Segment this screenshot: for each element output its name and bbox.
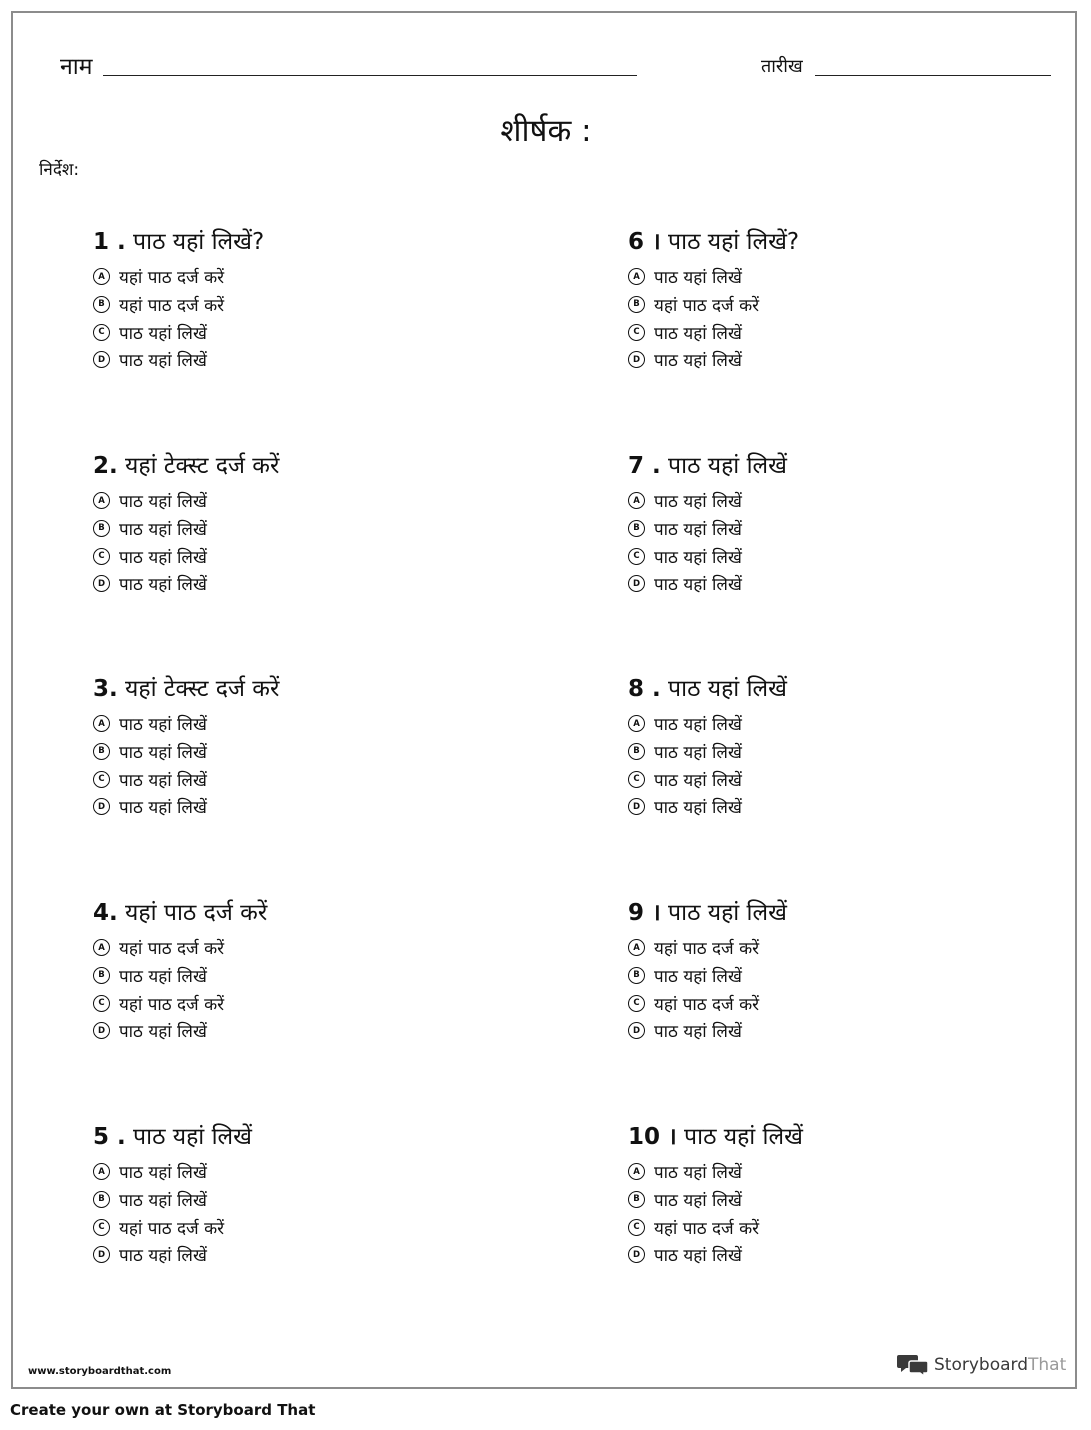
option-text: पाठ यहां लिखें [119, 967, 207, 988]
answer-option[interactable] [628, 934, 1058, 962]
option-text: पाठ यहां लिखें [119, 715, 207, 736]
answer-option[interactable] [93, 1158, 523, 1186]
option-text: पाठ यहां लिखें [654, 967, 742, 988]
question-text: पाठ यहां लिखें [660, 453, 787, 479]
answer-option[interactable] [93, 1213, 523, 1241]
option-letter-circle: C [93, 1219, 110, 1236]
answer-option[interactable] [628, 1241, 1058, 1269]
speech-bubbles-icon [897, 1353, 929, 1377]
option-text: यहां पाठ दर्ज करें [654, 296, 760, 317]
answer-option[interactable] [628, 542, 1058, 570]
question-block [93, 1120, 523, 1269]
option-text: पाठ यहां लिखें [119, 798, 207, 819]
option-letter-circle: A [628, 1163, 645, 1180]
question-heading [93, 672, 523, 710]
option-letter-circle: C [93, 995, 110, 1012]
option-letter-circle: A [93, 939, 110, 956]
option-letter-circle: A [628, 939, 645, 956]
option-letter-circle: C [93, 548, 110, 565]
question-block [628, 672, 1058, 821]
option-letter-circle: D [93, 351, 110, 368]
question-heading [628, 1120, 1058, 1158]
name-label: नाम [60, 54, 93, 80]
answer-option[interactable] [93, 1241, 523, 1269]
question-block [628, 225, 1058, 374]
question-text: यहां टेक्स्ट दर्ज करें [117, 453, 280, 479]
option-text: पाठ यहां लिखें [119, 351, 207, 372]
option-letter-circle: B [93, 1191, 110, 1208]
question-text: पाठ यहां लिखें [660, 676, 787, 702]
option-letter-circle: B [628, 967, 645, 984]
option-text: पाठ यहां लिखें [119, 492, 207, 513]
option-text: पाठ यहां लिखें [119, 575, 207, 596]
answer-option[interactable] [93, 570, 523, 598]
answer-option[interactable] [93, 291, 523, 319]
option-text: पाठ यहां लिखें [654, 715, 742, 736]
option-letter-circle: B [628, 743, 645, 760]
option-letter-circle: B [93, 967, 110, 984]
option-letter-circle: D [628, 1246, 645, 1263]
question-number: 1 . [93, 229, 126, 255]
question-number: 8 . [628, 676, 661, 702]
instructions-label: निर्देश: [39, 160, 80, 180]
option-letter-circle: B [93, 743, 110, 760]
option-text: पाठ यहां लिखें [654, 492, 742, 513]
date-label: तारीख [761, 56, 803, 77]
question-text: पाठ यहां लिखें [125, 1124, 252, 1150]
question-block [93, 896, 523, 1045]
option-text: पाठ यहां लिखें [654, 1246, 742, 1267]
answer-option[interactable] [93, 346, 523, 374]
option-text: पाठ यहां लिखें [654, 268, 742, 289]
option-letter-circle: C [628, 771, 645, 788]
answer-option[interactable] [93, 1017, 523, 1045]
answer-option[interactable] [628, 570, 1058, 598]
option-letter-circle: D [93, 575, 110, 592]
option-letter-circle: C [628, 995, 645, 1012]
answer-option[interactable] [628, 346, 1058, 374]
answer-option[interactable] [628, 263, 1058, 291]
answer-option[interactable] [93, 515, 523, 543]
option-text: यहां पाठ दर्ज करें [119, 268, 225, 289]
option-letter-circle: A [93, 268, 110, 285]
question-number: 7 . [628, 453, 661, 479]
option-text: पाठ यहां लिखें [119, 1022, 207, 1043]
option-text: यहां पाठ दर्ज करें [119, 939, 225, 960]
option-text: यहां पाठ दर्ज करें [119, 296, 225, 317]
footer-url: www.storyboardthat.com [28, 1366, 172, 1377]
option-text: पाठ यहां लिखें [119, 547, 207, 568]
question-text: यहां टेक्स्ट दर्ज करें [117, 676, 280, 702]
option-text: पाठ यहां लिखें [654, 575, 742, 596]
option-letter-circle: B [93, 520, 110, 537]
question-block [93, 225, 523, 374]
answer-option[interactable] [93, 793, 523, 821]
question-block [628, 1120, 1058, 1269]
worksheet-title: शीर्षक : [500, 113, 592, 149]
option-letter-circle: B [628, 520, 645, 537]
question-text: पाठ यहां लिखें? [660, 229, 800, 255]
option-text: पाठ यहां लिखें [119, 1191, 207, 1212]
answer-option[interactable] [628, 1213, 1058, 1241]
option-text: यहां पाठ दर्ज करें [654, 939, 760, 960]
answer-option[interactable] [93, 765, 523, 793]
brand-name [934, 1355, 1066, 1375]
option-text: पाठ यहां लिखें [654, 351, 742, 372]
answer-option[interactable] [628, 793, 1058, 821]
answer-option[interactable] [93, 710, 523, 738]
question-text: पाठ यहां लिखें [660, 900, 787, 926]
answer-option[interactable] [628, 515, 1058, 543]
answer-option[interactable] [93, 989, 523, 1017]
option-letter-circle: A [93, 715, 110, 732]
question-text: यहां पाठ दर्ज करें [117, 900, 268, 926]
question-number: 10 । [628, 1124, 677, 1150]
worksheet-page [11, 11, 1077, 1389]
question-text: पाठ यहां लिखें? [125, 229, 265, 255]
answer-option[interactable] [93, 263, 523, 291]
option-letter-circle: D [628, 1022, 645, 1039]
option-text: पाठ यहां लिखें [654, 1191, 742, 1212]
question-number: 5 . [93, 1124, 126, 1150]
question-heading [93, 896, 523, 934]
option-letter-circle: D [628, 798, 645, 815]
option-text: पाठ यहां लिखें [654, 798, 742, 819]
option-letter-circle: A [628, 268, 645, 285]
storyboardthat-logo [897, 1353, 1066, 1377]
option-text: पाठ यहां लिखें [119, 770, 207, 791]
option-letter-circle: D [93, 798, 110, 815]
option-letter-circle: A [93, 1163, 110, 1180]
answer-option[interactable] [93, 962, 523, 990]
answer-option[interactable] [93, 1186, 523, 1214]
option-text: यहां पाठ दर्ज करें [654, 1218, 760, 1239]
question-number: 2. [93, 453, 118, 479]
answer-option[interactable] [628, 989, 1058, 1017]
option-text: यहां पाठ दर्ज करें [119, 994, 225, 1015]
option-text: यहां पाठ दर्ज करें [119, 1218, 225, 1239]
option-text: पाठ यहां लिखें [654, 547, 742, 568]
brand-name-main: Storyboard [934, 1355, 1028, 1375]
answer-option[interactable] [93, 318, 523, 346]
answer-option[interactable] [628, 710, 1058, 738]
question-heading [93, 1120, 523, 1158]
option-letter-circle: D [93, 1022, 110, 1039]
question-heading [628, 449, 1058, 487]
option-letter-circle: D [93, 1246, 110, 1263]
question-number: 9 । [628, 900, 661, 926]
option-letter-circle: B [628, 296, 645, 313]
option-text: पाठ यहां लिखें [119, 520, 207, 541]
answer-option[interactable] [93, 542, 523, 570]
option-letter-circle: C [93, 324, 110, 341]
answer-option[interactable] [628, 1158, 1058, 1186]
answer-option[interactable] [628, 291, 1058, 319]
option-letter-circle: C [628, 324, 645, 341]
option-text: पाठ यहां लिखें [119, 1246, 207, 1267]
option-letter-circle: D [628, 575, 645, 592]
answer-option[interactable] [628, 765, 1058, 793]
question-heading [93, 449, 523, 487]
question-block [93, 672, 523, 821]
option-text: यहां पाठ दर्ज करें [654, 994, 760, 1015]
question-block [93, 449, 523, 598]
question-heading [628, 896, 1058, 934]
option-text: पाठ यहां लिखें [654, 520, 742, 541]
question-heading [628, 225, 1058, 263]
option-text: पाठ यहां लिखें [654, 743, 742, 764]
option-text: पाठ यहां लिखें [654, 770, 742, 791]
option-letter-circle: C [628, 548, 645, 565]
name-blank-line [103, 75, 637, 76]
answer-option[interactable] [93, 934, 523, 962]
question-text: पाठ यहां लिखें [676, 1124, 803, 1150]
option-text: पाठ यहां लिखें [654, 1022, 742, 1043]
option-text: पाठ यहां लिखें [654, 1163, 742, 1184]
option-letter-circle: C [93, 771, 110, 788]
question-block [628, 449, 1058, 598]
question-number: 4. [93, 900, 118, 926]
answer-option[interactable] [628, 318, 1058, 346]
question-number: 6 । [628, 229, 661, 255]
option-letter-circle: D [628, 351, 645, 368]
answer-option[interactable] [93, 487, 523, 515]
question-block [628, 896, 1058, 1045]
option-letter-circle: C [628, 1219, 645, 1236]
option-text: पाठ यहां लिखें [119, 743, 207, 764]
option-letter-circle: A [628, 715, 645, 732]
date-blank-line [815, 75, 1051, 76]
brand-name-light: That [1028, 1355, 1067, 1375]
question-heading [628, 672, 1058, 710]
option-text: पाठ यहां लिखें [119, 323, 207, 344]
option-letter-circle: B [93, 296, 110, 313]
answer-option[interactable] [628, 487, 1058, 515]
option-letter-circle: A [93, 492, 110, 509]
option-letter-circle: B [628, 1191, 645, 1208]
create-your-own-link[interactable]: Create your own at Storyboard That [10, 1401, 316, 1419]
answer-option[interactable] [628, 1017, 1058, 1045]
question-heading [93, 225, 523, 263]
question-number: 3. [93, 676, 118, 702]
answer-option[interactable] [628, 962, 1058, 990]
answer-option[interactable] [93, 738, 523, 766]
option-text: पाठ यहां लिखें [119, 1163, 207, 1184]
option-text: पाठ यहां लिखें [654, 323, 742, 344]
answer-option[interactable] [628, 738, 1058, 766]
option-letter-circle: A [628, 492, 645, 509]
answer-option[interactable] [628, 1186, 1058, 1214]
